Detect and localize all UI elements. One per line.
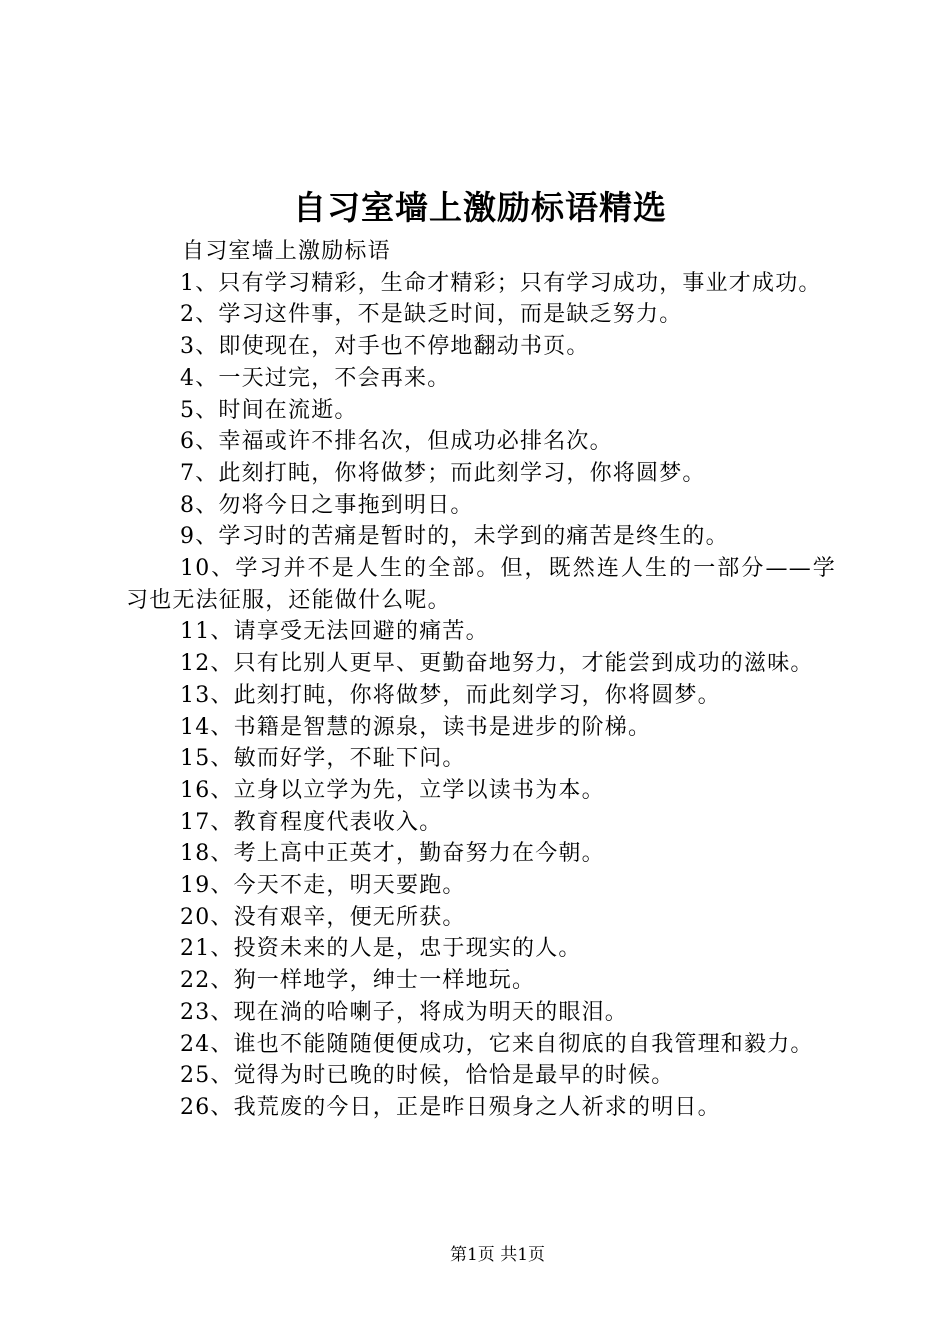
slogan-item-1: 1、只有学习精彩，生命才精彩；只有学习成功，事业才成功。: [180, 270, 822, 296]
slogan-item-9: 9、学习时的苦痛是暂时的，未学到的痛苦是终生的。: [180, 524, 729, 550]
slogan-item-4: 4、一天过完，不会再来。: [180, 365, 451, 391]
slogan-item-12: 12、只有比别人更早、更勤奋地努力，才能尝到成功的滋味。: [180, 651, 814, 677]
slogan-item-20: 20、没有艰辛，便无所获。: [180, 904, 466, 930]
slogan-item-24: 24、谁也不能随随便便成功，它来自彻底的自我管理和毅力。: [180, 1031, 814, 1057]
slogan-item-18: 18、考上高中正英才，勤奋努力在今朝。: [180, 841, 605, 867]
document-body: [126, 236, 836, 1124]
slogan-item-19: 19、今天不走，明天要跑。: [180, 873, 466, 899]
document-subtitle: 自习室墙上激励标语: [182, 239, 391, 264]
slogan-item-5: 5、时间在流逝。: [180, 397, 358, 423]
page-footer: 第1页 共1页: [449, 1245, 546, 1265]
slogan-item-25: 25、觉得为时已晚的时候，恰恰是最早的时候。: [180, 1063, 675, 1089]
slogan-item-14: 14、书籍是智慧的源泉，读书是进步的阶梯。: [180, 714, 652, 740]
slogan-item-2: 2、学习这件事，不是缺乏时间，而是缺乏努力。: [180, 302, 683, 328]
slogan-item-10: 10、学习并不是人生的全部。但，既然连人生的一部分——学习也无法征服，还能做什么呢。: [126, 556, 836, 613]
slogan-item-6: 6、幸福或许不排名次，但成功必排名次。: [180, 429, 613, 455]
slogan-item-22: 22、狗一样地学，绅士一样地玩。: [180, 968, 536, 994]
slogan-item-13: 13、此刻打盹，你将做梦，而此刻学习，你将圆梦。: [180, 682, 721, 708]
slogan-item-21: 21、投资未来的人是，忠于现实的人。: [180, 936, 582, 962]
slogan-item-26: 26、我荒废的今日，正是昨日殒身之人祈求的明日。: [180, 1094, 721, 1120]
slogan-item-17: 17、教育程度代表收入。: [180, 809, 443, 835]
slogan-item-23: 23、现在淌的哈喇子，将成为明天的眼泪。: [180, 999, 628, 1025]
document-title: 自习室墙上激励标语精选: [293, 188, 667, 227]
slogan-item-8: 8、勿将今日之事拖到明日。: [180, 492, 474, 518]
slogan-item-16: 16、立身以立学为先，立学以读书为本。: [180, 777, 605, 803]
slogan-item-7: 7、此刻打盹，你将做梦；而此刻学习，你将圆梦。: [180, 460, 706, 486]
slogan-item-3: 3、即使现在，对手也不停地翻动书页。: [180, 334, 590, 360]
slogan-item-15: 15、敏而好学，不耻下问。: [180, 746, 466, 772]
slogan-item-11: 11、请享受无法回避的痛苦。: [180, 619, 489, 645]
